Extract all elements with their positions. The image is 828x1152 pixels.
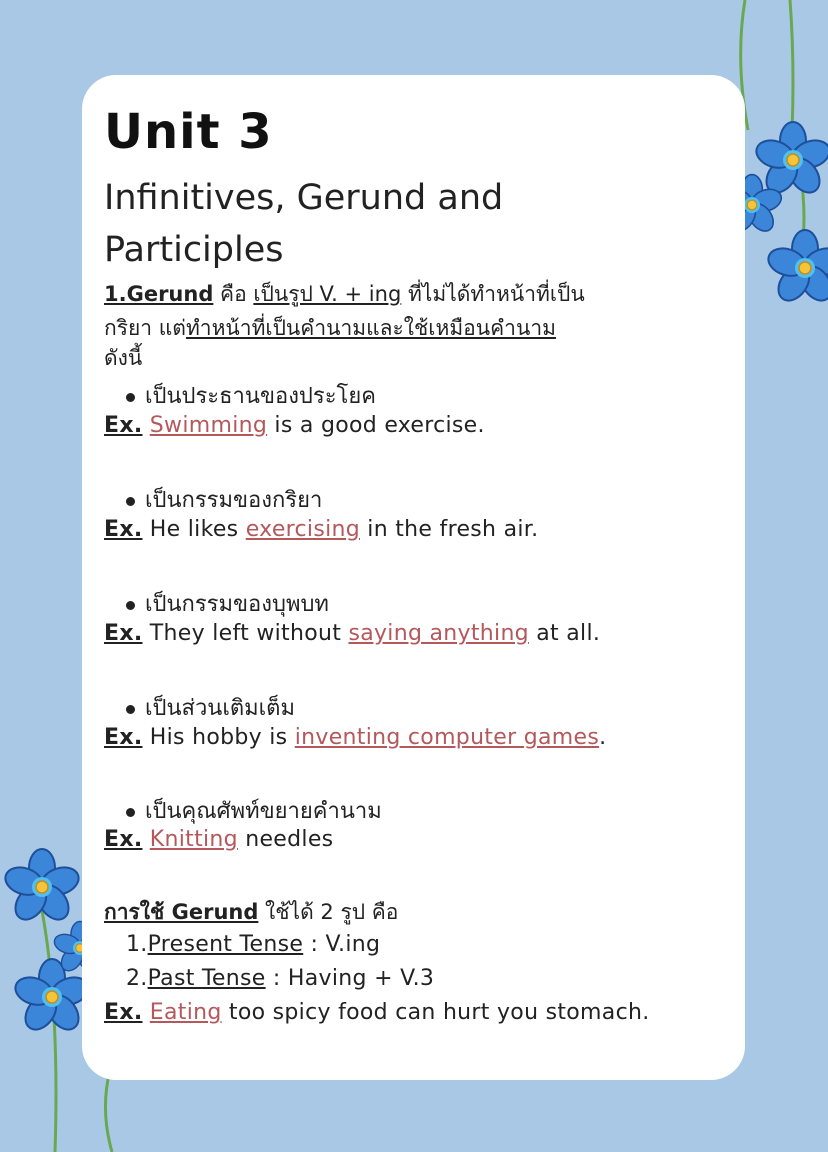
bullet-icon [126, 393, 135, 402]
bullet-item: เป็นกรรมของบุพบท [126, 586, 329, 621]
bullet-icon [126, 601, 135, 610]
definition-line-2: กริยา แต่ทำหน้าที่เป็นคำนามและใช้เหมือนคำนาม [104, 316, 556, 340]
example-line: Ex. Swimming is a good exercise. [104, 413, 485, 438]
definition-line-3: ดังนี้ [104, 346, 143, 370]
example-line: Ex. Knitting needles [104, 827, 334, 852]
bullet-item: เป็นกรรมของกริยา [126, 482, 322, 517]
example-line: Ex. He likes exercising in the fresh air. [104, 517, 539, 542]
usage-form-2: 2.Past Tense : Having + V.3 [126, 966, 435, 991]
gerund-term: 1.Gerund [104, 282, 214, 306]
definition-line-1: 1.Gerund คือ เป็นรูป V. + ing ที่ไม่ได้ทำหน้าที่เป็น [104, 282, 585, 306]
bullet-item: เป็นประธานของประโยค [126, 378, 376, 413]
page-subtitle [104, 172, 704, 276]
example-line: Ex. They left without saying anything at all. [104, 621, 601, 646]
usage-heading: การใช้ Gerund ใช้ได้ 2 รูป คือ [104, 900, 399, 924]
bullet-item: เป็นส่วนเติมเต็ม [126, 690, 295, 725]
subtitle-line-2: Participles [104, 230, 284, 270]
bullet-icon [126, 497, 135, 506]
flower-icon [765, 230, 828, 306]
page-title: Unit 3 [104, 104, 273, 160]
example-line: Ex. His hobby is inventing computer games. [104, 725, 607, 750]
flower-icon [753, 122, 828, 198]
bullet-item: เป็นคุณศัพท์ขยายคำนาม [126, 793, 382, 828]
bullet-icon [126, 705, 135, 714]
bullet-icon [126, 808, 135, 817]
subtitle-line-1: Infinitives, Gerund and [104, 178, 504, 218]
usage-form-1: 1.Present Tense : V.ing [126, 932, 381, 957]
flower-icon [12, 959, 92, 1035]
usage-example: Ex. Eating too spicy food can hurt you stomach. [104, 1000, 650, 1025]
